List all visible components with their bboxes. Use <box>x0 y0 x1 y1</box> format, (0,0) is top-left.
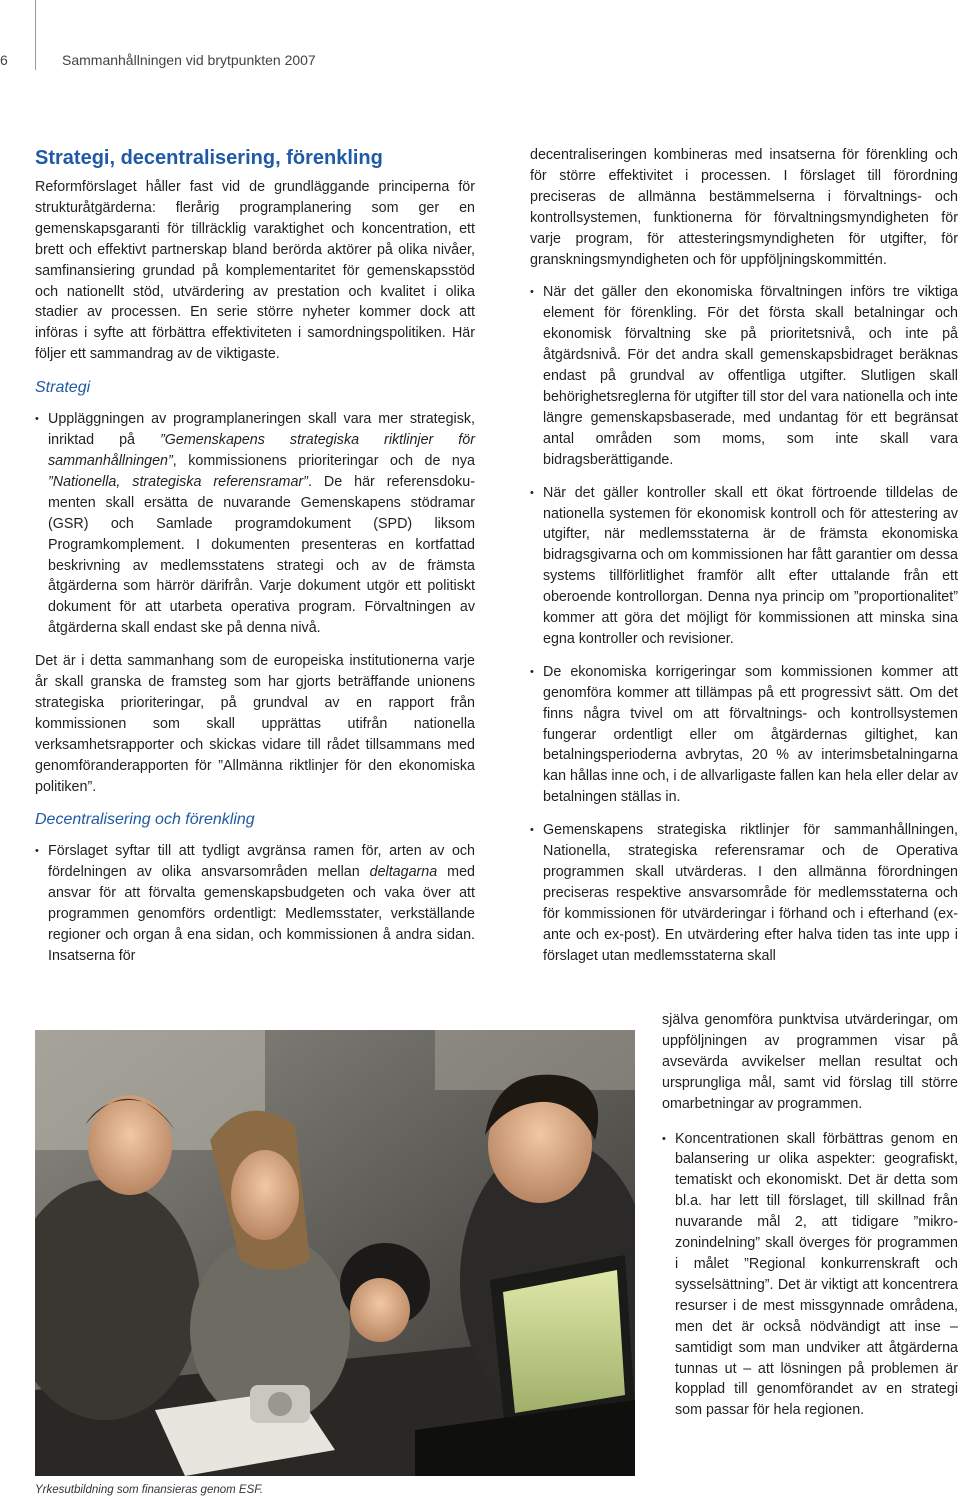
bullet-text: . De här referensdoku-menten skall ersätta de nuvarande Gemenskapens stödramar (GSR) och Samlade programdokument (SPD) liksom Programkomplement. I dokumenten presenteras en kortfattad beskrivning av medlemsstatens strategi och av de främsta åtgärderna som härrör därifrån. Varje dokument utgör ett politiskt dokument för att utarbeta operativa program. Förvaltningen av åtgärderna skall endast ske på denna nivå. <box>48 473 476 637</box>
context-paragraph: Det är i detta sammanhang som de europeiska institutionerna varje år skall granska de framsteg som har gjorts beträffande unionens strategiska prioriteringar, på grundval av en rapport från kommissionen som skall upprättas utifrån nationella verksamhetsrapporter och skickas vidare till rådet tillsammans med genomföranderapporten för ”Allmänna riktlinjer för den ekonomiska politiken”. <box>35 653 475 795</box>
strategy-list <box>35 409 475 639</box>
bullet-italic: ”Nationella, strategiska referensramar” <box>48 473 308 490</box>
bullet-text: Uppläggningen av programplaneringen skall vara mer strategisk, inriktad på <box>48 411 475 449</box>
photo-caption: Yrkesutbildning som finansieras genom ESF. <box>35 1484 263 1496</box>
running-title: Sammanhållningen vid brytpunkten 2007 <box>62 52 316 68</box>
bullet-text: , kommissionens prioriteringar och de nya <box>172 452 475 469</box>
continuation-paragraph: decentraliseringen kombineras med insatserna för förenkling och för större effektivitet i processen. I förslaget till förordning preciseras de allmänna bestämmelserna i förvaltnings- och kontrollsystemen, funktionerna för förvaltningsmyndigheten för varje program, för attesteringsmyndigheten för utgifter, för granskningsmyndigheten och för uppföljningskommittén. <box>530 147 958 268</box>
bullet-italic: ”Gemenskapens strategiska riktlinjer för sammanhållningen” <box>48 432 475 469</box>
decentralisation-list <box>35 841 475 966</box>
list-item: • Gemenskapens strategiska riktlinjer för sammanhållningen, Nationella, strategiska referensramar och de Operativa programmen skall utvärderas. I den allmänna förordningen preciseras respektive ansvarsområde för medlemsstaterna och för kommissionen för utvärderingar i förhand och i efterhand (ex-ante och ex-post). En utvärdering efter halva tiden tas inte upp i förslaget utan medlemsstaterna skall <box>530 820 958 966</box>
list-item: • När det gäller kontroller skall ett ökat förtroende tilldelas de nationella systemen för ekonomisk kontroll och för attestering av utgifter, när medlemsstaterna är de främsta ekonomiska bidragsgivarna och om kommissionen har fått garantier om dessa systems tillförlitlighet framför allt efter uttalande från ett oberoende kontrollorgan. Denna nya princip om ”proportionalitet” kommer att göra det möjligt för kommissionen att minska sina egna kontroller och revisioner. <box>530 483 958 650</box>
list-item: • När det gäller den ekonomiska förvaltningen införs tre viktiga element för förenkling. För det första skall betalningar och ekonomisk förvaltning ske på prioritetsnivå, och inte på åtgärdsnivå. För det andra skall gemenskapsbidraget beräknas endast på grundval av offentliga utgifter. Slutligen skall behörighetsreglerna för utgifter till stor del vara nationella och inte längre gemenskapsbaserade, med undantag för ett begränsat antal områden som moms, som inte skall vara bidragsberättigande. <box>530 282 958 470</box>
intro-paragraph: Reformförslaget håller fast vid de grundläggande principerna för strukturåtgärderna: flerårig programplanering som ger en gemenskapsgaranti för tillräcklig varaktighet och koncentration, ett brett och effektivt partnerskap bland berörda aktörer på olika nivåer, samfinansiering grundad på komplementaritet för gemenskapsstöd och nationellt stöd, utvärdering av prestation och kvalitet i olika stadier av processen. En serie större nyheter kommer dock att införas i syfte att förbättra effektiviteten i samordningspolitiken. Här följer ett sammandrag av de viktigaste. <box>35 179 475 363</box>
right-lower-column <box>662 1010 958 1421</box>
left-column <box>35 145 475 979</box>
strategy-bullet <box>35 409 475 639</box>
list-item: • De ekonomiska korrigeringar som kommissionen kommer att genomföra kommer att tillämpas på ett progressivt sätt. Om det finns några tvivel om att förvaltnings- och kontrollsystemen fungerar ordentligt eller om åtgärdernas giltighet, kan betalningsperioderna avbrytas, 20 % av interimsbetalningarna kan hållas inne och, i de allvarligaste fallen kan hela eller delar av betalningen ställas in. <box>530 662 958 808</box>
page-number: 6 <box>0 52 8 68</box>
strategy-heading: Strategi <box>35 379 91 397</box>
list-item: • Koncentrationen skall förbättras genom en balansering ur olika aspekter: geografiskt, tematiskt och ekonomiskt. Det är detta som bl.a. har lett till förslaget, till skillnad från nuvarande mål 2, att tidigare ”mikro-zonindelning” skall överges för programmen i målet ”Regional konkurrenskraft och sysselsättning”. Det är viktigt att koncentrera resurser i de mest missgynnade områdena, men det är också nödvändigt att inse – samtidigt som man undviker att åtgärderna tunnas ut – att lösningen på problemen är kopplad till genomförandet av en strategi som passar för hela regionen. <box>662 1129 958 1422</box>
header-divider <box>35 0 36 70</box>
photo <box>35 1030 635 1476</box>
photo-illustration <box>35 1030 635 1476</box>
right-bullet-list <box>530 282 958 966</box>
section-title: Strategi, decentralisering, förenkling <box>35 147 383 169</box>
right-column <box>530 145 958 979</box>
lower-continuation: själva genomföra punktvisa utvärderingar, om uppföljningen av programmen visar på avsevärda avvikelser mellan resultat och ursprungliga mål, samt vid förslag till större omarbetningar av programmen. <box>662 1012 958 1112</box>
bullet-text: med ansvar för att förvalta gemenskapsbudgeten och vaka över att programmen genomförs ordentligt: Medlemsstater, verkställande regioner och organ å ena sidan, och kommissionen å andra sidan. Insatserna för <box>48 864 475 964</box>
bullet-text: Förslaget syftar till att tydligt avgränsa ramen för, arten av och fördelningen av olika ansvarsområden mellan <box>48 843 475 881</box>
decentralisation-bullet <box>35 841 475 966</box>
lower-bullet-list <box>662 1129 958 1422</box>
bullet-italic: deltagarna <box>369 864 438 881</box>
decentralisation-heading: Decentralisering och förenkling <box>35 811 255 829</box>
